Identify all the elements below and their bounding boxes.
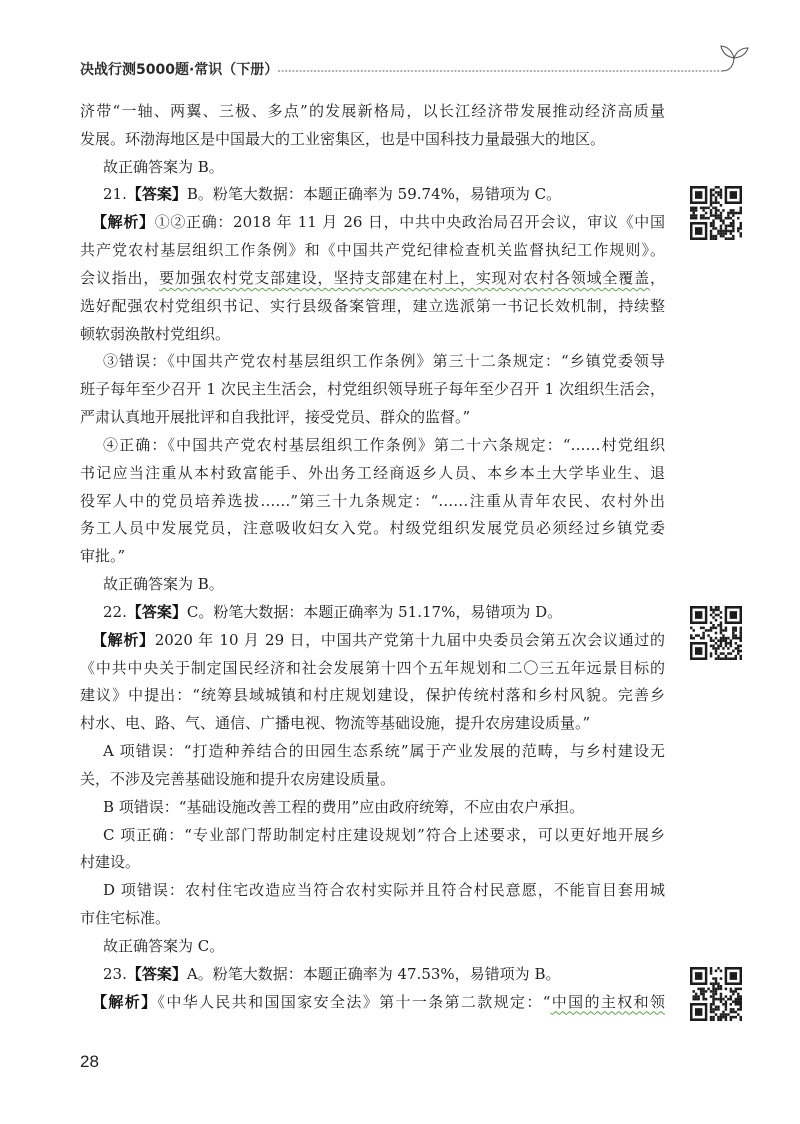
text-line: 书记应当注重从本村致富能手、外出务工经商返乡人员、本乡本土大学毕业生、退 bbox=[80, 463, 665, 482]
answer-label: 【答案】 bbox=[126, 602, 187, 621]
text-line: 村水、电、路、气、通信、广播电视、物流等基础设施，提升农房建设质量。” bbox=[80, 714, 591, 733]
answer-text: B。粉笔大数据：本题正确率为 59.74%，易错项为 C。 bbox=[186, 185, 562, 204]
option-b-line: B 项错误：“基础设施改善工程的费用”应由政府统筹，不应由农户承担。 bbox=[103, 797, 585, 816]
page-body bbox=[80, 98, 665, 1016]
analysis-text: 《中华人民共和国国家安全法》第十一条第二款规定：“ bbox=[157, 992, 551, 1011]
text-line: 班子每年至少召开 1 次民主生活会，村党组织领导班子每年至少召开 1 次组织生活会， bbox=[80, 380, 665, 399]
text-line: 济带“一轴、两翼、三极、多点”的发展新格局，以长江经济带发展推动经济高质量 bbox=[80, 102, 665, 120]
option-a-line: 关，不涉及完善基础设施和提升农房建设质量。 bbox=[80, 769, 396, 788]
conclusion-line: 故正确答案为 B。 bbox=[103, 575, 224, 594]
text-line bbox=[80, 265, 665, 293]
analysis-label: 【解析】 bbox=[92, 992, 158, 1011]
answer-text: A。粉笔大数据：本题正确率为 47.53%，易错项为 B。 bbox=[186, 964, 561, 983]
answer-line bbox=[80, 599, 665, 627]
highlighted-text: 中国的主权和领 bbox=[550, 992, 665, 1011]
text-segment: ， bbox=[649, 268, 665, 287]
text-line: 顿软弱涣散村党组织。 bbox=[80, 324, 231, 343]
answer-label: 【答案】 bbox=[126, 185, 187, 204]
analysis-label: 【解析】 bbox=[92, 213, 155, 232]
analysis-line bbox=[80, 209, 665, 237]
answer-line bbox=[80, 181, 665, 209]
option-d-line: 市住宅标准。 bbox=[80, 909, 171, 928]
qr-code-icon[interactable] bbox=[690, 967, 742, 1021]
text-line: 建议》中提出：“统筹县域城镇和村庄规划建设，保护传统村落和乡村风貌。完善乡 bbox=[80, 686, 665, 705]
page-number: 28 bbox=[80, 1052, 99, 1071]
analysis-text: ①②正确：2018 年 11 月 26 日，中共中央政治局召开会议，审议《中国 bbox=[154, 213, 665, 232]
text-line: 《中共中央关于制定国民经济和社会发展第十四个五年规划和二〇三五年远景目标的 bbox=[80, 658, 665, 677]
conclusion-line: 故正确答案为 B。 bbox=[103, 157, 224, 176]
option-c-line: 村建设。 bbox=[80, 853, 141, 872]
option-c-line: C 项正确：“专业部门帮助制定村庄建设规划”符合上述要求，可以更好地开展乡 bbox=[103, 825, 665, 844]
running-header-title: 决战行测5000题·常识（下册） bbox=[80, 62, 279, 78]
text-line: ③错误：《中国共产党农村基层组织工作条例》第三十二条规定：“乡镇党委领导 bbox=[103, 352, 665, 371]
header-rule bbox=[0, 0, 800, 90]
answer-line bbox=[80, 961, 665, 989]
qr-code-icon[interactable] bbox=[690, 186, 742, 240]
analysis-line bbox=[80, 627, 665, 655]
text-line: 役军人中的党员培养选拔……”第三十九条规定：“……注重从青年农民、农村外出 bbox=[80, 491, 665, 510]
question-number: 23. bbox=[103, 964, 127, 983]
text-line: 发展。环渤海地区是中国最大的工业密集区，也是中国科技力量最强大的地区。 bbox=[80, 129, 606, 148]
qr-code-icon[interactable] bbox=[690, 606, 742, 660]
text-line: 严肃认真地开展批评和自我批评，接受党员、群众的监督。” bbox=[80, 408, 471, 427]
text-line: ④正确：《中国共产党农村基层组织工作条例》第二十六条规定：“……村党组织 bbox=[103, 435, 665, 454]
text-segment: 会议指出， bbox=[80, 268, 160, 287]
text-line: 务工人员中发展党员，注意吸收妇女入党。村级党组织发展党员必须经过乡镇党委 bbox=[80, 519, 665, 538]
question-number: 21. bbox=[103, 185, 127, 204]
conclusion-line: 故正确答案为 C。 bbox=[103, 936, 225, 955]
analysis-line bbox=[80, 989, 665, 1017]
analysis-label: 【解析】 bbox=[92, 630, 155, 649]
sprout-icon bbox=[721, 46, 748, 71]
text-line: 共产党农村基层组织工作条例》和《中国共产党纪律检查机关监督执纪工作规则》。 bbox=[80, 241, 665, 260]
text-line: 审批。” bbox=[80, 547, 126, 566]
option-a-line: A 项错误：“打造种养结合的田园生态系统”属于产业发展的范畴，与乡村建设无 bbox=[103, 742, 665, 761]
question-number: 22. bbox=[103, 602, 127, 621]
highlighted-text: 要加强农村党支部建设，坚持支部建在村上，实现对农村各领域全覆盖 bbox=[159, 268, 650, 287]
text-line: 选好配强农村党组织书记、实行县级备案管理，建立选派第一书记长效机制，持续整 bbox=[80, 296, 665, 315]
analysis-text: 2020 年 10 月 29 日，中国共产党第十九届中央委员会第五次会议通过的 bbox=[154, 630, 665, 649]
answer-label: 【答案】 bbox=[126, 964, 187, 983]
option-d-line: D 项错误：农村住宅改造应当符合农村实际并且符合村民意愿，不能盲目套用城 bbox=[103, 881, 665, 900]
answer-text: C。粉笔大数据：本题正确率为 51.17%，易错项为 D。 bbox=[186, 602, 563, 621]
